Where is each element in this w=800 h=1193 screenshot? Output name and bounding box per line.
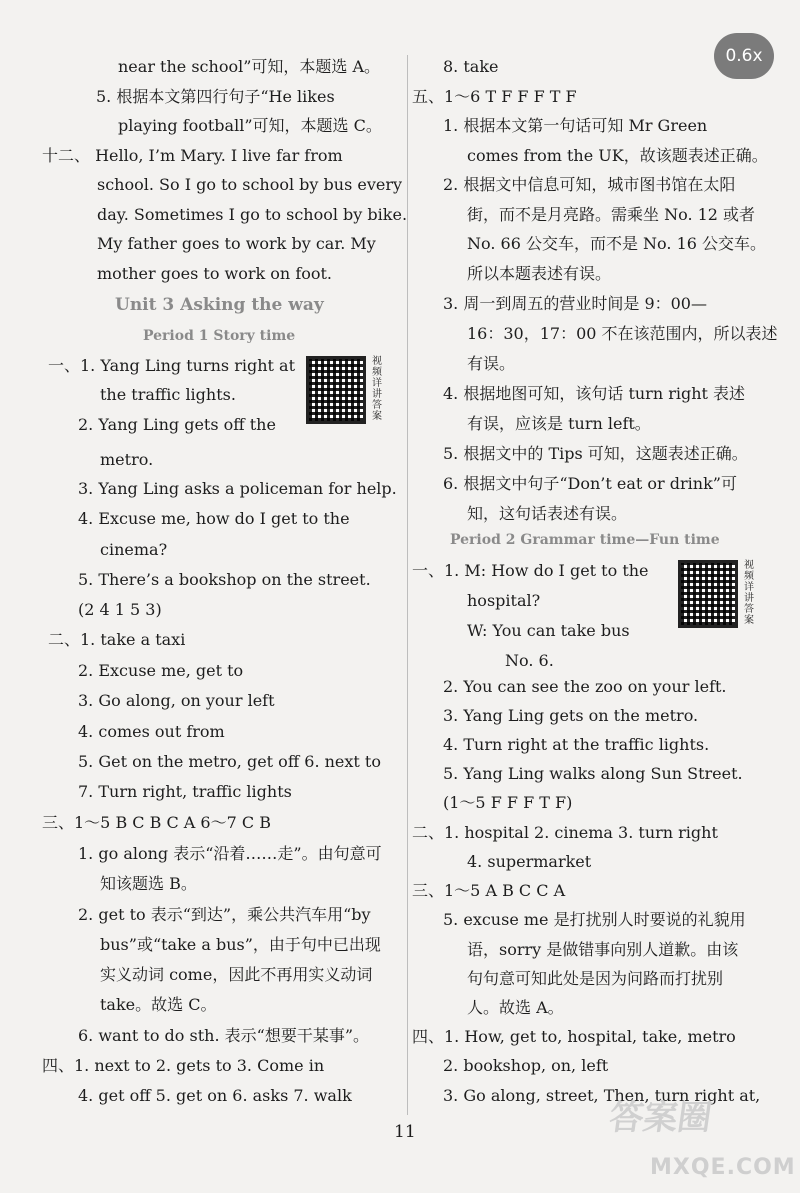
qr-label: 视频详讲答案: [744, 560, 754, 626]
text-line: 3. Go along, street, Then, turn right at,: [443, 1086, 761, 1105]
text-line: cinema?: [100, 540, 168, 559]
text-line: No. 66 公交车，而不是 No. 16 公交车。: [467, 234, 767, 253]
text-line: 4. get off 5. get on 6. asks 7. walk: [78, 1086, 352, 1105]
text-line: 五、1～6 T F F F T F: [412, 87, 577, 106]
text-line: 知，这句话表述有误。: [467, 504, 628, 523]
text-line: 4. comes out from: [78, 722, 225, 741]
text-line: 人。故选 A。: [467, 998, 564, 1017]
text-line: 实义动词 come，因此不再用实义动词: [100, 965, 373, 984]
text-line: 有误。: [467, 354, 516, 373]
text-line: 5. 根据本文第四行句子“He likes: [96, 87, 335, 106]
qr-code[interactable]: [678, 560, 738, 628]
text-line: 街，而不是月亮路。需乘坐 No. 12 或者: [467, 205, 756, 224]
watermark-logo: 答案圈: [606, 1098, 715, 1138]
page-number: 11: [394, 1122, 416, 1142]
text-line: 2. bookshop, on, left: [443, 1056, 609, 1075]
text-line: 三、1～5 B C B C A 6～7 C B: [42, 813, 271, 832]
text-line: W: You can take bus: [467, 621, 630, 640]
text-line: 2. Excuse me, get to: [78, 661, 244, 680]
text-line: 8. take: [443, 57, 499, 76]
text-line: 5. Get on the metro, get off 6. next to: [78, 752, 381, 771]
text-line: 四、1. How, get to, hospital, take, metro: [412, 1027, 736, 1046]
watermark-url: MXQE.COM: [650, 1155, 796, 1180]
text-line: 2. 根据文中信息可知，城市图书馆在太阳: [443, 175, 736, 194]
qr-code[interactable]: [306, 356, 366, 424]
text-line: 一、1. M: How do I get to the: [412, 561, 649, 580]
text-line: playing football”可知，本题选 C。: [118, 116, 382, 135]
column-divider: [407, 55, 408, 1115]
text-line: (2 4 1 5 3): [78, 600, 162, 619]
text-line: 5. excuse me 是打扰别人时要说的礼貌用: [443, 910, 746, 929]
text-line: day. Sometimes I go to school by bike.: [97, 205, 408, 224]
text-line: 4. supermarket: [467, 852, 592, 871]
playback-speed-button[interactable]: 0.6x: [714, 33, 774, 79]
text-line: take。故选 C。: [100, 995, 217, 1014]
text-line: 6. want to do sth. 表示“想要干某事”。: [78, 1026, 369, 1045]
text-line: mother goes to work on foot.: [97, 264, 333, 283]
text-line: 2. You can see the zoo on your left.: [443, 677, 727, 696]
text-line: 四、1. next to 2. gets to 3. Come in: [42, 1056, 325, 1075]
text-line: 二、1. hospital 2. cinema 3. turn right: [412, 823, 718, 842]
text-line: 5. 根据文中的 Tips 可知，这题表述正确。: [443, 444, 748, 463]
text-line: 5. Yang Ling walks along Sun Street.: [443, 764, 743, 783]
text-line: 6. 根据文中句子“Don’t eat or drink”可: [443, 474, 737, 493]
text-line: 有误，应该是 turn left。: [467, 414, 651, 433]
text-line: 4. Turn right at the traffic lights.: [443, 735, 710, 754]
text-line: 语，sorry 是做错事向别人道歉。由该: [467, 940, 739, 959]
text-line: 7. Turn right, traffic lights: [78, 782, 292, 801]
text-line: school. So I go to school by bus every: [97, 175, 403, 194]
text-line: 16：30，17：00 不在该范围内，所以表述: [467, 324, 778, 343]
text-line: 2. Yang Ling gets off the: [78, 415, 276, 434]
qr-label: 视频详讲答案: [372, 356, 382, 422]
text-line: 3. Yang Ling asks a policeman for help.: [78, 479, 397, 498]
text-line: 2. get to 表示“到达”，乘公共汽车用“by: [78, 905, 371, 924]
text-line: 二、1. take a taxi: [48, 630, 186, 649]
text-line: 5. There’s a bookshop on the street.: [78, 570, 371, 589]
text-line: the traffic lights.: [100, 385, 236, 404]
text-line: (1～5 F F F T F): [443, 793, 573, 812]
text-line: bus”或“take a bus”，由于句中已出现: [100, 935, 381, 954]
text-line: 3. 周一到周五的营业时间是 9：00—: [443, 294, 707, 313]
period-heading: Period 2 Grammar time—Fun time: [450, 532, 720, 548]
text-line: 三、1～5 A B C C A: [412, 881, 566, 900]
text-line: 知该题选 B。: [100, 874, 197, 893]
text-line: 一、1. Yang Ling turns right at: [48, 356, 296, 375]
text-line: near the school”可知，本题选 A。: [118, 57, 381, 76]
unit-heading: Unit 3 Asking the way: [115, 295, 324, 315]
text-line: 十二、 Hello, I’m Mary. I live far from: [42, 146, 343, 165]
text-line: 3. Yang Ling gets on the metro.: [443, 706, 699, 725]
text-line: 1. 根据本文第一句话可知 Mr Green: [443, 116, 708, 135]
text-line: 句句意可知此处是因为问路而打扰别: [467, 969, 724, 988]
text-line: 所以本题表述有误。: [467, 264, 612, 283]
text-line: 3. Go along, on your left: [78, 691, 275, 710]
text-line: 1. go along 表示“沿着……走”。由句意可: [78, 844, 382, 863]
text-line: 4. Excuse me, how do I get to the: [78, 509, 350, 528]
text-line: 4. 根据地图可知，该句话 turn right 表述: [443, 384, 746, 403]
text-line: No. 6.: [505, 651, 554, 670]
text-line: metro.: [100, 450, 154, 469]
period-heading: Period 1 Story time: [143, 328, 296, 344]
text-line: comes from the UK，故该题表述正确。: [467, 146, 768, 165]
text-line: My father goes to work by car. My: [97, 234, 376, 253]
text-line: hospital?: [467, 591, 541, 610]
